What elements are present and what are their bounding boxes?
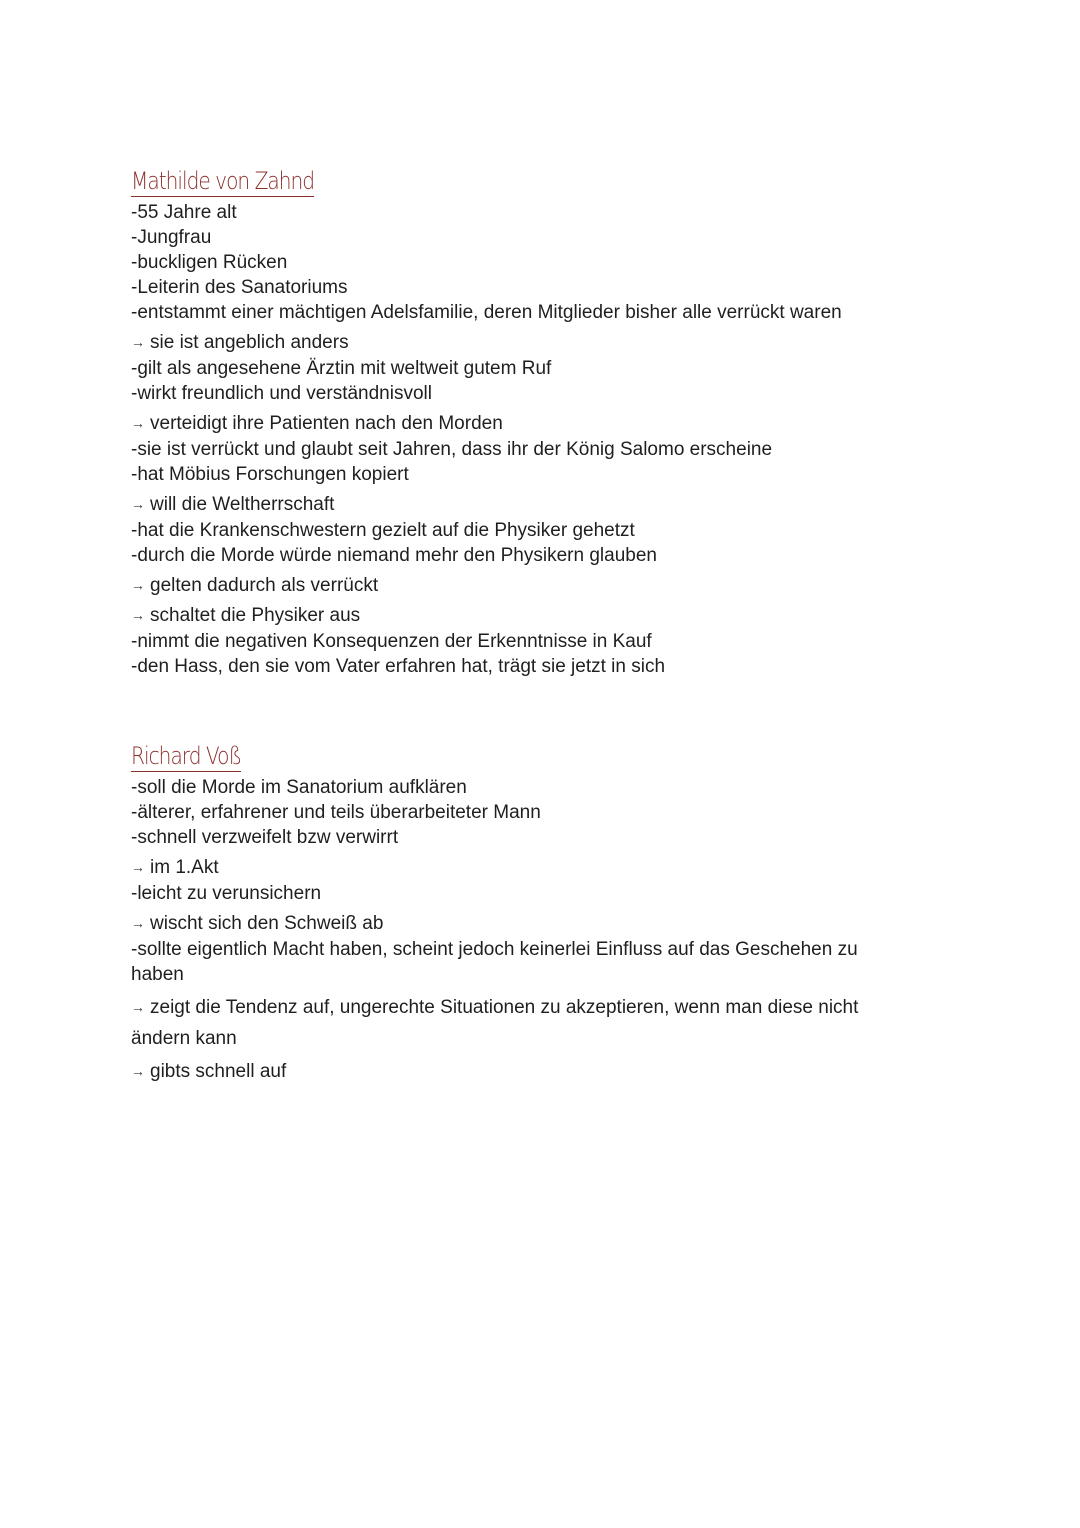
note-text: gelten dadurch als verrückt [150,575,379,596]
note-text: im 1.Akt [150,857,219,878]
note-line: -buckligen Rücken [131,252,288,273]
note-text: schaltet die Physiker aus [150,605,361,626]
note-line: -sollte eigentlich Macht haben, scheint jedoch keinerlei Einfluss auf das Geschehen zu haben [131,939,858,985]
note-text: sie ist angeblich anders [150,332,349,353]
arrow-note-line [131,573,931,598]
arrow-right-icon: → [131,577,145,593]
arrow-note-line [131,992,921,1054]
note-line: -sie ist verrückt und glaubt seit Jahren, dass ihr der König Salomo erscheine [131,439,773,460]
arrow-note-line [131,492,931,517]
section-heading: Richard Voß [131,742,242,770]
note-text: gibts schnell auf [150,1061,287,1082]
arrow-right-icon: → [131,1063,145,1079]
note-line: -den Hass, den sie vom Vater erfahren hat, trägt sie jetzt in sich [131,656,666,677]
note-line: -hat die Krankenschwestern gezielt auf die Physiker gehetzt [131,520,635,541]
section-richard-voss [131,741,931,1085]
note-text: zeigt die Tendenz auf, ungerechte Situationen zu akzeptieren, wenn man diese nicht ändern kann [131,997,859,1049]
note-line: -hat Möbius Forschungen kopiert [131,464,409,485]
note-line: -wirkt freundlich und verständnisvoll [131,383,432,404]
note-line: -leicht zu verunsichern [131,883,322,904]
note-line: -Jungfrau [131,227,212,248]
note-line: -entstammt einer mächtigen Adelsfamilie, deren Mitglieder bisher alle verrückt waren [131,302,842,323]
note-text: verteidigt ihre Patienten nach den Morden [150,413,503,434]
note-line: -durch die Morde würde niemand mehr den Physikern glauben [131,545,657,566]
arrow-note-line [131,855,931,880]
section-mathilde-von-zahnd [131,166,931,679]
arrow-note-line [131,411,931,436]
arrow-note-line [131,330,931,355]
note-line: -älterer, erfahrener und teils überarbeiteter Mann [131,802,541,823]
arrow-right-icon: → [131,496,145,512]
note-line: -soll die Morde im Sanatorium aufklären [131,777,467,798]
note-line: -gilt als angesehene Ärztin mit weltweit gutem Ruf [131,358,552,379]
arrow-right-icon: → [131,607,145,623]
arrow-note-line [131,1059,931,1084]
arrow-right-icon: → [131,915,145,931]
note-text: will die Weltherrschaft [150,494,335,515]
section-heading: Mathilde von Zahnd [131,167,315,195]
note-line: -Leiterin des Sanatoriums [131,277,348,298]
note-line: -55 Jahre alt [131,202,237,223]
arrow-right-icon: → [131,415,145,431]
note-line: -nimmt die negativen Konsequenzen der Erkenntnisse in Kauf [131,631,652,652]
arrow-right-icon: → [131,859,145,875]
note-line: -schnell verzweifelt bzw verwirrt [131,827,399,848]
arrow-note-line [131,603,931,628]
arrow-note-line [131,911,931,936]
arrow-right-icon: → [131,999,145,1015]
arrow-right-icon: → [131,334,145,350]
note-text: wischt sich den Schweiß ab [150,913,384,934]
